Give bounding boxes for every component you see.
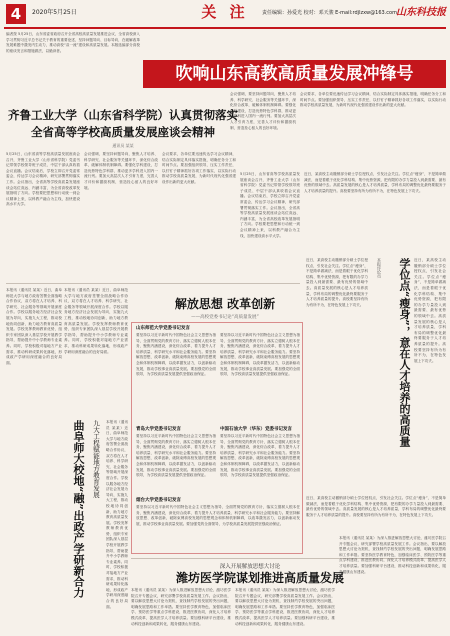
- article3-sub1: 山东师范大学党委书记发言: [136, 326, 190, 331]
- article3-text-e: 要坚持以习近平新时代中国特色社会主义思想为指导，全面贯彻党的教育方针，落实立德树人根本任务，聚焦内涵建设，深化综合改革，着力提升人才培养质量、科学研究水平和社会服务能力。要坚持解放思想、改革创新，破除束缚高校发展的思想观念和体制机制障碍，以改革激发活力，以创新驱动发展，推动学校事业高质量发展。要加强党的全面领导，为学校高质量发展提供坚强政治保证。: [136, 505, 300, 526]
- article3-text-b: 要坚持以习近平新时代中国特色社会主义思想为指导，全面贯彻党的教育方针，落实立德树人根本任务，聚焦内涵建设，深化综合改革，着力提升人才培养质量、科学研究水平和社会服务能力。要坚持解放思想、改革创新，破除束缚高校发展的思想观念和体制机制障碍，以改革激发活力，以创新驱动发展，推动学校事业高质量发展。要加强党的全面领导，为学校高质量发展提供坚强政治保证。: [220, 333, 300, 377]
- article1-col3: 会议要求，各单位要迅速传达学习会议精神，结合实际制定具体落实措施，明确任务分工和时间节点。要加强组织领导，压实工作责任，以钉钉子精神抓好各项工作落实，以实际行动推动学校高质量发展，为新时代现代化强省建设作出新的更大贡献。: [162, 152, 236, 184]
- article3-box: [131, 322, 303, 554]
- article1-col2: 会议强调，要坚持问题导向，聚焦人才培养、科学研究、社会服务等关键环节，深化综合改革，破解体制机制障碍。要强化学科建设，打造优势特色学科群，推动更多学科进入国内一流行列。要加大高层次人才引育力度，完善人才评价和激励机制，营造拴心留人的良好环境。: [84, 152, 158, 190]
- newspaper-logo: 山东科技报: [396, 7, 446, 18]
- article2-subtitle: 九大工程赋能地方教育发展: [92, 420, 100, 498]
- article1-title-line1: 齐鲁工业大学（山东省科学院）认真贯彻落实: [8, 108, 238, 122]
- article3-sub4: 烟台大学党委书记发言: [136, 498, 181, 503]
- issue-date: 2020年5月25日: [32, 9, 77, 16]
- article2-text-col3: 本报讯（通讯员 某某）近日，曲阜师范大学与地方政府签署全面战略合作协议，双方将在人才培养、科学研究、社会服务等领域开展深度合作。学校以服务地方经济社会发展为导向，实施九大工程，推动校地协同创新，助力地方教育高质量发展。学校发挥教师教育优势，组织专家团队深入基层学校开展教学指导，帮助提升中小学教师专业素养。同时，学校积极对接地方产业需求，推动科研成果转化落地，形成政产学研用深度融合的良好局面。: [106, 420, 128, 609]
- article2-text-col1: 本报讯（通讯员 某某）近日，曲阜师范大学与地方政府签署全面战略合作协议，双方将在人才培养、科学研究、社会服务等领域开展深度合作。学校以服务地方经济社会发展为导向，实施九大工程，推动校地协同创新，助力地方教育高质量发展。学校发挥教师教育优势，组织专家团队深入基层学校开展教学指导，帮助提升中小学教师专业素养。同时，学校积极对接地方产业需求，推动科研成果转化落地，形成政产学研用深度融合的良好局面。: [6, 288, 62, 365]
- article5-text-col1: 本报讯（通讯员 某某）为深入推进解放思想大讨论，潍坊医学院召开专题会议，研究部署学校高质量发展工作。会议指出，要以解放思想大讨论为契机，查找制约学校发展的突出问题，明确发展思路和工作举措。要坚持医学教育特色，加强临床医学、预防医学等重点学科建设，推进医教协同，深化人才培养模式改革，提高医学人才培养质量。要加强科研平台建设，推动科技创新和成果转化，服务健康山东建设。: [131, 588, 231, 626]
- article1-byline: 通讯员 某某: [112, 143, 134, 148]
- banner-headline: 吹响山东高教高质量发展冲锋号: [143, 60, 446, 88]
- article3-text-a: 要坚持以习近平新时代中国特色社会主义思想为指导，全面贯彻党的教育方针，落实立德树人根本任务，聚焦内涵建设，深化综合改革，着力提升人才培养质量、科学研究水平和社会服务能力。要坚持解放思想、改革创新，破除束缚高校发展的思想观念和体制机制障碍，以改革激发活力，以创新驱动发展，推动学校事业高质量发展。要加强党的全面领导，为学校高质量发展提供坚强政治保证。: [136, 333, 216, 377]
- article4-title: 学位点“瘦身”，意在人才培养的高质量: [398, 258, 411, 447]
- article1-col4: 5月25日，山东省高等学校高质量发展座谈会召开，齐鲁工业大学（山东省科学院）党委书记带领学校领导班子成员、中层干部认真收看会议直播。会议结束后，学校立即召开党委常委会，传达学习会议精神，研究部署贯彻落实工作。会议指出，全省高等学校高质量发展座谈会站位高远、内涵丰富，为全省高校改革发展指明了方向。学校要把思想和行动统一到会议精神上来，以科教产融合为主线，加快建设高水平大学。: [240, 172, 300, 238]
- editor-note: 编者按 5月25日，山东省委省政府召开全省高校高质量发展推进会议，全省高校深入学习贯彻习近平总书记关于教育的重要论述，坚持问题导向、目标导向，在破解改革发展难题中激发内生动力，推动高校“双一流”建设和高质量发展。本版选编部分高校的座谈发言和措施做法，以飨读者。: [6, 32, 140, 53]
- editor-credits: 责任编辑：孙爱光 校对：邓天骏 E-mail:rdjlzxw@163.com: [262, 10, 397, 16]
- article3-sub3: 中国石油大学（华东）党委书记发言: [220, 427, 292, 432]
- article4-text-col2: 近日，某高校主动撤销部分硕士学位授权点，引发社会关注。学位点“瘦身”，不是简单做减法，而是着眼于优化学科结构、集中优势资源，把有限的办学力量投入到最需要、最有优势的领域中去。高质量发展的核心是人才培养质量，学科布局的调整优化最终要服务于人才培养质量的提升。高校要坚持有所为有所不为，在特色发展上下功夫。: [414, 258, 446, 363]
- article4-text-col1: 近日，某高校主动撤销部分硕士学位授权点，引发社会关注。学位点“瘦身”，不是简单做减法，而是着眼于优化学科结构、集中优势资源，把有限的办学力量投入到最需要、最有优势的领域中去。高质量发展的核心是人才培养质量，学科布局的调整优化最终要服务于人才培养质量的提升。高校要坚持有所为有所不为，在特色发展上下功夫。: [306, 258, 368, 307]
- article3-text-d: 要坚持以习近平新时代中国特色社会主义思想为指导，全面贯彻党的教育方针，落实立德树人根本任务，聚焦内涵建设，深化综合改革，着力提升人才培养质量、科学研究水平和社会服务能力。要坚持解放思想、改革创新，破除束缚高校发展的思想观念和体制机制障碍，以改革激发活力，以创新驱动发展，推动学校事业高质量发展。要加强党的全面领导，为学校高质量发展提供坚强政治保证。: [220, 434, 300, 478]
- article5-kicker: 深入开展解放思想大讨论: [219, 564, 281, 570]
- article4-byline: 本报评论员: [377, 258, 382, 278]
- article1-title-line2: 全省高等学校高质量发展座谈会精神: [31, 125, 215, 139]
- article4-upper-text: 近日，某高校主动撤销部分硕士学位授权点，引发社会关注。学位点“瘦身”，不是简单做减法，而是着眼于优化学科结构、集中优势资源，把有限的办学力量投入到最需要、最有优势的领域中去。高质量发展的核心是人才培养质量，学科布局的调整优化最终要服务于人才培养质量的提升。高校要坚持有所为有所不为，在特色发展上下功夫。: [304, 172, 446, 193]
- divider-1: [6, 283, 300, 284]
- article3-text-c: 要坚持以习近平新时代中国特色社会主义思想为指导，全面贯彻党的教育方针，落实立德树人根本任务，聚焦内涵建设，深化综合改革，着力提升人才培养质量、科学研究水平和社会服务能力。要坚持解放思想、改革创新，破除束缚高校发展的思想观念和体制机制障碍，以改革激发活力，以创新驱动发展，推动学校事业高质量发展。要加强党的全面领导，为学校高质量发展提供坚强政治保证。: [136, 434, 216, 478]
- article3-title: 解放思想 改革创新: [174, 297, 276, 311]
- masthead-rule: [4, 27, 446, 29]
- article2-text-col2: 本报讯（通讯员 某某）近日，曲阜师范大学与地方政府签署全面战略合作协议，双方将在人才培养、科学研究、社会服务等领域开展深度合作。学校以服务地方经济社会发展为导向，实施九大工程，推动校地协同创新，助力地方教育高质量发展。学校发挥教师教育优势，组织专家团队深入基层学校开展教学指导，帮助提升中小学教师专业素养。同时，学校积极对接地方产业需求，推动科研成果转化落地，形成政产学研用深度融合的良好局面。: [64, 288, 128, 354]
- article1-text-mid: 会议强调，要坚持问题导向，聚焦人才培养、科学研究、社会服务等关键环节，深化综合改革，破解体制机制障碍。要强化学科建设，打造优势特色学科群，推动更多学科进入国内一流行列。要加大高层次人才引育力度，完善人才评价和激励机制，营造拴心留人的良好环境。: [230, 92, 296, 130]
- article4-text-bottom: 近日，某高校主动撤销部分硕士学位授权点，引发社会关注。学位点“瘦身”，不是简单做减法，而是着眼于优化学科结构、集中优势资源，把有限的办学力量投入到最需要、最有优势的领域中去。高质量发展的核心是人才培养质量，学科布局的调整优化最终要服务于人才培养质量的提升。高校要坚持有所为有所不为，在特色发展上下功夫。: [306, 496, 446, 517]
- page-number: 4: [6, 4, 26, 24]
- article5-title: 潍坊医学院谋划推进高质量发展: [175, 571, 344, 585]
- article3-sub2: 青岛大学党委书记发言: [136, 427, 181, 432]
- section-title: 关 注: [201, 3, 249, 21]
- article5-text-col2: 本报讯（通讯员 某某）为深入推进解放思想大讨论，潍坊医学院召开专题会议，研究部署学校高质量发展工作。会议指出，要以解放思想大讨论为契机，查找制约学校发展的突出问题，明确发展思路和工作举措。要坚持医学教育特色，加强临床医学、预防医学等重点学科建设，推进医教协同，深化人才培养模式改革，提高医学人才培养质量。要加强科研平台建设，推动科技创新和成果转化，服务健康山东建设。: [235, 588, 335, 626]
- article1-col1: 5月25日，山东省高等学校高质量发展座谈会召开，齐鲁工业大学（山东省科学院）党委书记带领学校领导班子成员、中层干部认真收看会议直播。会议结束后，学校立即召开党委常委会，传达学习会议精神，研究部署贯彻落实工作。会议指出，全省高等学校高质量发展座谈会站位高远、内涵丰富，为全省高校改革发展指明了方向。学校要把思想和行动统一到会议精神上来，以科教产融合为主线，加快建设高水平大学。: [6, 152, 80, 207]
- article1-text-right: 会议要求，各单位要迅速传达学习会议精神，结合实际制定具体落实措施，明确任务分工和时间节点。要加强组织领导，压实工作责任，以钉钉子精神抓好各项工作落实，以实际行动推动学校高质量发展，为新时代现代化强省建设作出新的更大贡献。: [300, 92, 446, 108]
- article5-text-col3: 本报讯（通讯员 某某）为深入推进解放思想大讨论，潍坊医学院召开专题会议，研究部署学校高质量发展工作。会议指出，要以解放思想大讨论为契机，查找制约学校发展的突出问题，明确发展思路和工作举措。要坚持医学教育特色，加强临床医学、预防医学等重点学科建设，推进医教协同，深化人才培养模式改革，提高医学人才培养质量。要加强科研平台建设，推动科技创新和成果转化，服务健康山东建设。: [339, 536, 446, 574]
- article2-title: 曲阜师大校地“融”出政产学研新合力: [72, 420, 85, 598]
- article3-subtitle: ——高校党委书记论“高质量发展”: [191, 315, 259, 320]
